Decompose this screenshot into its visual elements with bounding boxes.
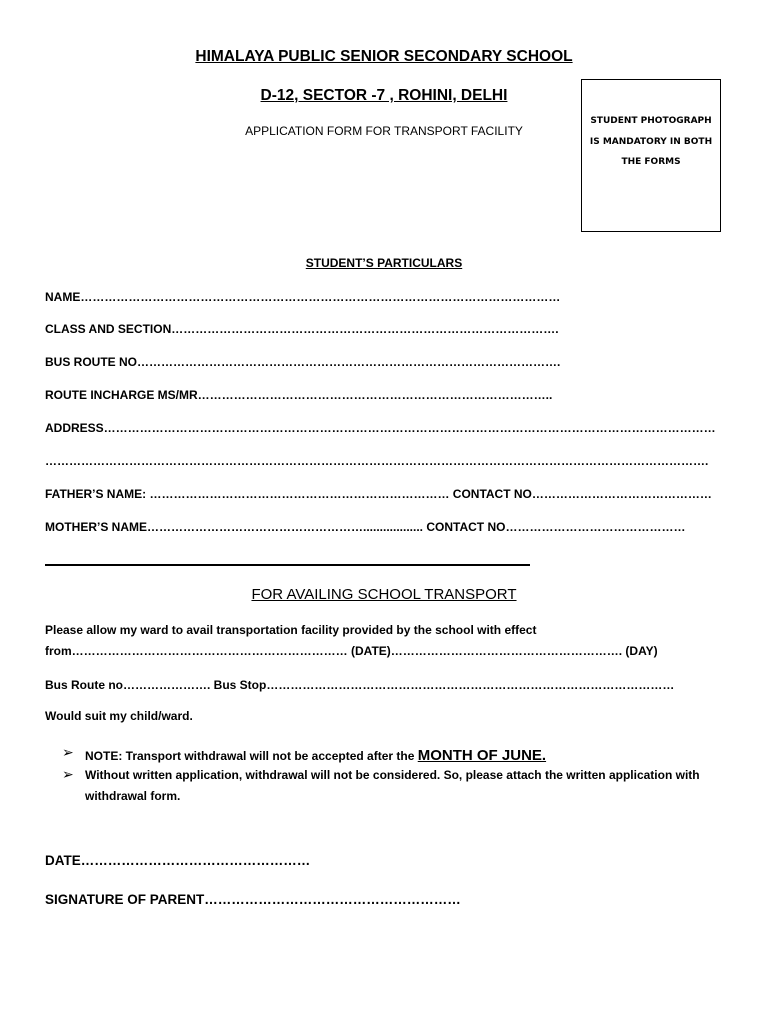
note-written-application-cont: withdrawal form. — [85, 789, 181, 803]
class-section-field: CLASS AND SECTION……………………………………………………………………………………. — [45, 322, 559, 336]
section-divider — [45, 564, 530, 566]
route-incharge-field: ROUTE INCHARGE MS/MR…………………………………………………………………………….. — [45, 388, 553, 402]
form-title: APPLICATION FORM FOR TRANSPORT FACILITY — [245, 124, 523, 138]
bus-route-stop-line: Bus Route no…………………. Bus Stop………………………………………………………………………………………… — [45, 678, 675, 692]
note-written-application: Without written application, withdrawal will not be considered. So, please attach the written application with — [85, 768, 700, 782]
note1-emphasis: MONTH OF JUNE. — [417, 747, 547, 764]
school-name: HIMALAYA PUBLIC SENIOR SECONDARY SCHOOL — [195, 48, 573, 65]
arrow-bullet-icon: ➢ — [62, 744, 74, 760]
transport-request-line: Please allow my ward to avail transportation facility provided by the school with effect — [45, 623, 537, 637]
photo-box-line1: STUDENT PHOTOGRAPH — [590, 116, 712, 126]
school-address: D-12, SECTOR -7 , ROHINI, DELHI — [260, 87, 508, 104]
arrow-bullet-icon: ➢ — [62, 766, 74, 782]
transport-heading: FOR AVAILING SCHOOL TRANSPORT — [251, 586, 517, 603]
transport-date-day-line: from…………………………………………………………… (DATE)…………………………………………………. (DAY) — [45, 644, 658, 658]
photo-box-line3: THE FORMS — [621, 157, 681, 167]
parent-signature-field: SIGNATURE OF PARENT………………………………………………… — [45, 892, 461, 907]
particulars-heading: STUDENT’S PARTICULARS — [305, 256, 463, 270]
note-withdrawal-june — [85, 747, 546, 764]
note1-text: NOTE: Transport withdrawal will not be accepted after the — [85, 749, 415, 763]
father-name-field: FATHER’S NAME: ………………………………………………………………… CONTACT NO……………………………………… — [45, 487, 712, 501]
bus-route-field: BUS ROUTE NO……………………………………………………………………………………………. — [45, 355, 561, 369]
mother-name-field: MOTHER’S NAME……………………………………………….................. CONTACT NO……………………………………… — [45, 520, 686, 534]
photo-box-line2: IS MANDATORY IN BOTH — [589, 137, 713, 147]
suit-child-line: Would suit my child/ward. — [45, 709, 193, 723]
date-field: DATE…………………………………………… — [45, 853, 311, 868]
student-photo-box — [581, 79, 721, 232]
name-field: NAME………………………………………………………………………………………………………… — [45, 290, 561, 304]
address-field: ADDRESS……………………………………………………………………………………………………………………………………… — [45, 421, 716, 435]
address-field-line2: …………………………………………………………………………………………………………………………………………………. — [45, 454, 709, 468]
